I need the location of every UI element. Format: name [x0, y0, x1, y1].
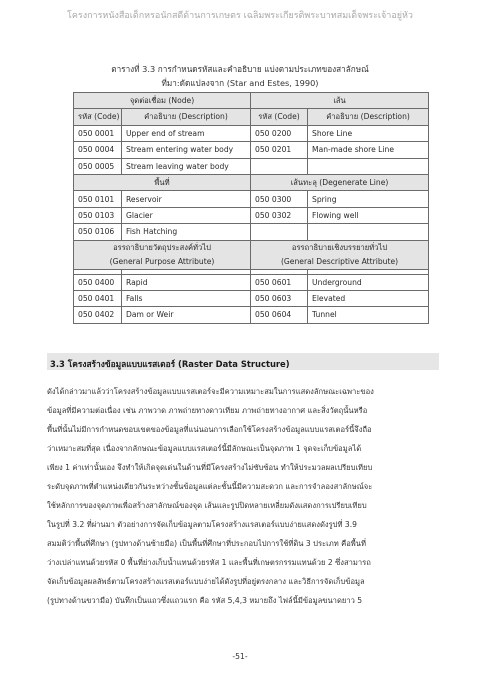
- desc-cell: Shore Line: [308, 125, 429, 141]
- group-general-descriptive-en: (General Descriptive Attribute): [280, 256, 399, 266]
- desc-cell: Glacier: [122, 207, 251, 223]
- col-desc: คำอธิบาย (Description): [308, 109, 429, 125]
- desc-cell: Tunnel: [308, 307, 429, 323]
- table-caption: ตารางที่ 3.3 การกำหนดรหัสและคำอธิบาย แบ่งตามประเภทของสาลักษณ์: [111, 64, 369, 74]
- section-heading: 3.3 โครงสร้างข้อมูลแบบแรสเตอร์ (Raster Data Structure): [50, 359, 290, 369]
- code-cell: 050 0302: [251, 207, 308, 223]
- desc-cell: Fish Hatching: [122, 224, 251, 240]
- feature-code-table: [73, 92, 429, 324]
- code-cell: 050 0101: [74, 191, 122, 207]
- group-general-descriptive-th: อรรถาธิบายเชิงบรรยายทั่วไป: [291, 242, 388, 252]
- code-cell: 050 0402: [74, 307, 122, 323]
- code-cell: 050 0005: [74, 158, 122, 174]
- code-cell: 050 0604: [251, 307, 308, 323]
- paragraph-line: พื้นที่นั้นไม่มีการกำหนดขอบเขตของข้อมูลที่แน่นอนการเลือกใช้โครงสร้างข้อมูลแบบแรสเตอร์นี้จึงถือ: [47, 425, 372, 434]
- desc-cell: Upper end of stream: [122, 125, 251, 141]
- paragraph-line: ว่าเหมาะสมที่สุด เนื่องจากลักษณะข้อมูลแบบแรสเตอร์นี้มีลักษณะเป็นจุดภาพ 1 จุดจะเก็บข้อมูลได้: [47, 444, 362, 453]
- table-row: [74, 290, 429, 306]
- code-cell: 050 0401: [74, 290, 122, 306]
- group-line: เส้น: [251, 93, 429, 109]
- code-cell: 050 0300: [251, 191, 308, 207]
- desc-cell: Stream leaving water body: [122, 158, 251, 174]
- group-degenerate-line: เส้นทะลุ (Degenerate Line): [251, 174, 429, 190]
- desc-cell: Dam or Weir: [122, 307, 251, 323]
- group-general-purpose-en: (General Purpose Attribute): [109, 256, 215, 266]
- desc-cell: Spring: [308, 191, 429, 207]
- table-row: [74, 307, 429, 323]
- table-source: ที่มา:ดัดแปลงจาก (Star and Estes, 1990): [161, 78, 319, 88]
- paragraph-line: ข้อมูลที่มีความต่อเนื่อง เช่น ภาพวาด ภาพถ่ายทางดาวเทียม ภาพถ่ายทางอากาศ และสิ่งวัตถุนั้นหรือ: [47, 406, 368, 415]
- paragraph-line: ในรูปที่ 3.2 ที่ผ่านมา ตัวอย่างการจัดเก็บข้อมูลตามโครงสร้างแรสเตอร์แบบง่ายแสดงดังรูปที่ 3.9: [47, 520, 357, 529]
- desc-cell: Underground: [308, 274, 429, 290]
- paragraph-line: ดังได้กล่าวมาแล้วว่าโครงสร้างข้อมูลแบบแรสเตอร์จะมีความเหมาะสมในการแสดงลักษณะเฉพาะของ: [47, 387, 374, 396]
- table-row: [74, 224, 429, 240]
- table-row: [74, 207, 429, 223]
- paragraph-line: ใช้หลักการของจุดภาพเพื่อสร้างสาลักษณ์ของจุด เส้นและรูปปิดหลายเหลี่ยมดังแสดงการเปรียบเทียบ: [47, 501, 367, 510]
- desc-cell: [308, 158, 429, 174]
- code-cell: [251, 158, 308, 174]
- table-row: [74, 142, 429, 158]
- desc-cell: Reservoir: [122, 191, 251, 207]
- page-number: -51-: [232, 652, 248, 661]
- desc-cell: Elevated: [308, 290, 429, 306]
- desc-cell: Man-made shore Line: [308, 142, 429, 158]
- code-cell: [251, 224, 308, 240]
- code-cell: 050 0400: [74, 274, 122, 290]
- group-node: จุดต่อเชื่อม (Node): [74, 93, 251, 109]
- table-row: [74, 158, 429, 174]
- desc-cell: Stream entering water body: [122, 142, 251, 158]
- code-cell: 050 0001: [74, 125, 122, 141]
- group-area: พื้นที่: [74, 174, 251, 190]
- group-general-purpose: [74, 240, 251, 269]
- code-cell: 050 0200: [251, 125, 308, 141]
- paragraph-line: (รูปทางด้านขวามือ) บันทึกเป็นแถวซึ่งแถวแรก คือ รหัส 5,4,3 หมายถึง ไฟล์นี้มีข้อมูลขนาดยาว 5: [47, 596, 363, 605]
- desc-cell: [308, 224, 429, 240]
- col-code: รหัส (Code): [251, 109, 308, 125]
- table-row: [74, 191, 429, 207]
- code-cell: 050 0603: [251, 290, 308, 306]
- paragraph-line: ว่างเปล่าแทนด้วยรหัส 0 พื้นที่ย่างเก็บน้ำแทนด้วยรหัส 1 และพื้นที่เกษตรกรรมแทนด้วย 2 ซึ่งสามารถ: [47, 558, 371, 567]
- table-column-header: [74, 109, 429, 125]
- paragraph-line: สมมติว่าพื้นที่ศึกษา (รูปทางด้านซ้ายมือ) เป็นพื้นที่ศึกษาที่ประกอบไปการใช้ที่ดิน 3 ประเภท คือพื้นที่: [47, 539, 366, 548]
- code-cell: 050 0106: [74, 224, 122, 240]
- code-cell: 050 0103: [74, 207, 122, 223]
- code-cell: 050 0004: [74, 142, 122, 158]
- table-group-header: [74, 240, 429, 269]
- col-desc: คำอธิบาย (Description): [122, 109, 251, 125]
- table-group-header: [74, 93, 429, 109]
- paragraph-line: เพียง 1 ค่าเท่านั้นเอง จึงทำให้เกิดจุดเด่นในด้านที่มีโครงสร้างไม่ซับซ้อน ทำให้ประมวลผลเปรียบเทียบ: [47, 463, 373, 472]
- group-general-descriptive: [251, 240, 429, 269]
- code-cell: 050 0201: [251, 142, 308, 158]
- table-row: [74, 274, 429, 290]
- table-group-header: [74, 174, 429, 190]
- group-general-purpose-th: อรรถาธิบายวัตถุประสงค์ทั่วไป: [113, 242, 211, 252]
- paragraph-line: ระดับจุดภาพที่ตำแหน่งเดียวกันระหว่างชั้นข้อมูลแต่ละชั้นนี้มีความสะดวก และการจำลองสาลักษณ์จะ: [47, 482, 373, 491]
- code-cell: 050 0601: [251, 274, 308, 290]
- desc-cell: Flowing well: [308, 207, 429, 223]
- desc-cell: Rapid: [122, 274, 251, 290]
- paragraph-line: จัดเก็บข้อมูลผลลัพธ์ตามโครงสร้างแรสเตอร์แบบง่ายได้ดังรูปที่อยู่ตรงกลาง และวิธีการจัดเก็บข้อมูล: [47, 577, 365, 586]
- running-header: โครงการหนังสือเด็กหรอนักสดีด้านการเกษตร เฉลิมพระเกียรติพระบาทสมเด็จพระเจ้าอยู่หัว: [67, 11, 413, 21]
- table-row: [74, 125, 429, 141]
- desc-cell: Falls: [122, 290, 251, 306]
- col-code: รหัส (Code): [74, 109, 122, 125]
